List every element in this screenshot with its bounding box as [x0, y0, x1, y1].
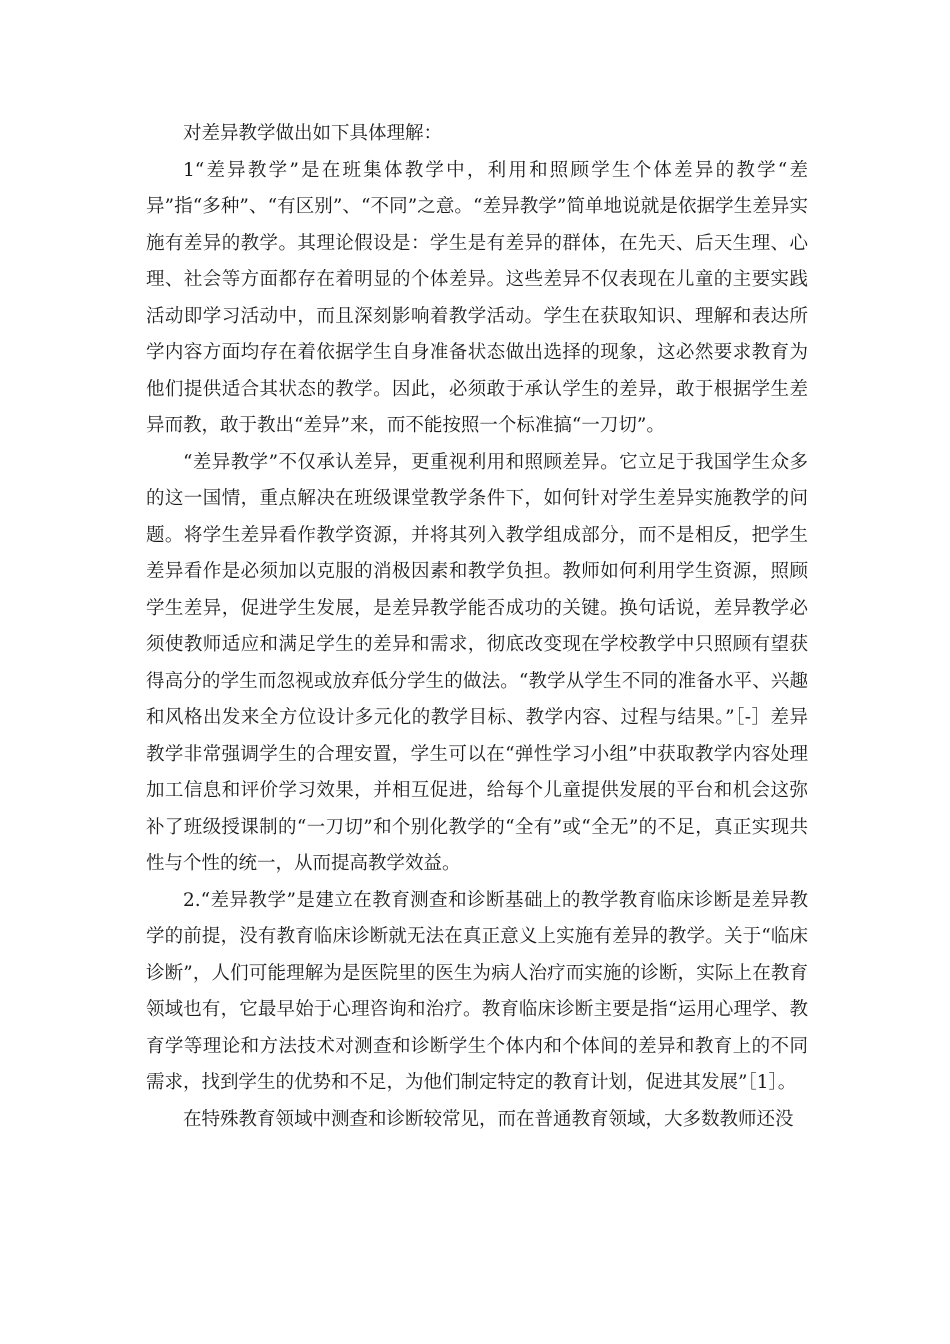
document-body: [146, 116, 808, 1138]
paragraph-intro: 对差异教学做出如下具体理解：: [183, 123, 443, 144]
paragraph-special-education: 在特殊教育领域中测查和诊断较常见，而在普通教育领域，大多数教师还没: [183, 1108, 794, 1130]
paragraph-point-1: 1“差异教学”是在班集体教学中，利用和照顾学生个体差异的教学“差异”指“多种”、“有区别”、“不同”之意。“差异教学”简单地说就是依据学生差异实施有差异的教学。其理论假设是：学生是有差异的群体，在先天、后天生理、心理、社会等方面都存在着明显的个体差异。这些差异不仅表现在儿童的主要实践活动即学习活动中，而且深刻影响着教学活动。学生在获取知识、理解和表达所学内容方面均存在着依据学生自身准备状态做出选择的现象，这必然要求教育为他们提供适合其状态的教学。因此，必须敢于承认学生的差异，敢于根据学生差异而教，敢于教出“差异”来，而不能按照一个标准搞“一刀切”。: [146, 159, 808, 436]
paragraph-point-1-continued: “差异教学”不仅承认差异，更重视利用和照顾差异。它立足于我国学生众多的这一国情，重点解决在班级课堂教学条件下，如何针对学生差异实施教学的问题。将学生差异看作教学资源，并将其列入教学组成部分，而不是相反，把学生差异看作是必须加以克服的消极因素和教学负担。教师如何利用学生资源，照顾学生差异，促进学生发展，是差异教学能否成功的关键。换句话说，差异教学必须使教师适应和满足学生的差异和需求，彻底改变现在学校教学中只照顾有望获得高分的学生而忽视或放弃低分学生的做法。“教学从学生不同的准备水平、兴趣和风格出发来全方位设计多元化的教学目标、教学内容、过程与结果。”［-］差异教学非常强调学生的合理安置，学生可以在“弹性学习小组”中获取教学内容处理加工信息和评价学习效果，并相互促进，给每个儿童提供发展的平台和机会这弥补了班级授课制的“一刀切”和个别化教学的“全有”或“全无”的不足，真正实现共性与个性的统一，从而提高教学效益。: [146, 451, 808, 874]
paragraph-point-2: 2.“差异教学”是建立在教育测查和诊断基础上的教学教育临床诊断是差异教学的前提，没有教育临床诊断就无法在真正意义上实施有差异的教学。关于“临床诊断”，人们可能理解为是医院里的医生为病人治疗而实施的诊断，实际上在教育领域也有，它最早始于心理咨询和治疗。教育临床诊断主要是指“运用心理学、教育学等理论和方法技术对测查和诊断学生个体内和个体间的差异和教育上的不同需求，找到学生的优势和不足，为他们制定特定的教育计划，促进其发展”［1］。: [146, 889, 808, 1093]
